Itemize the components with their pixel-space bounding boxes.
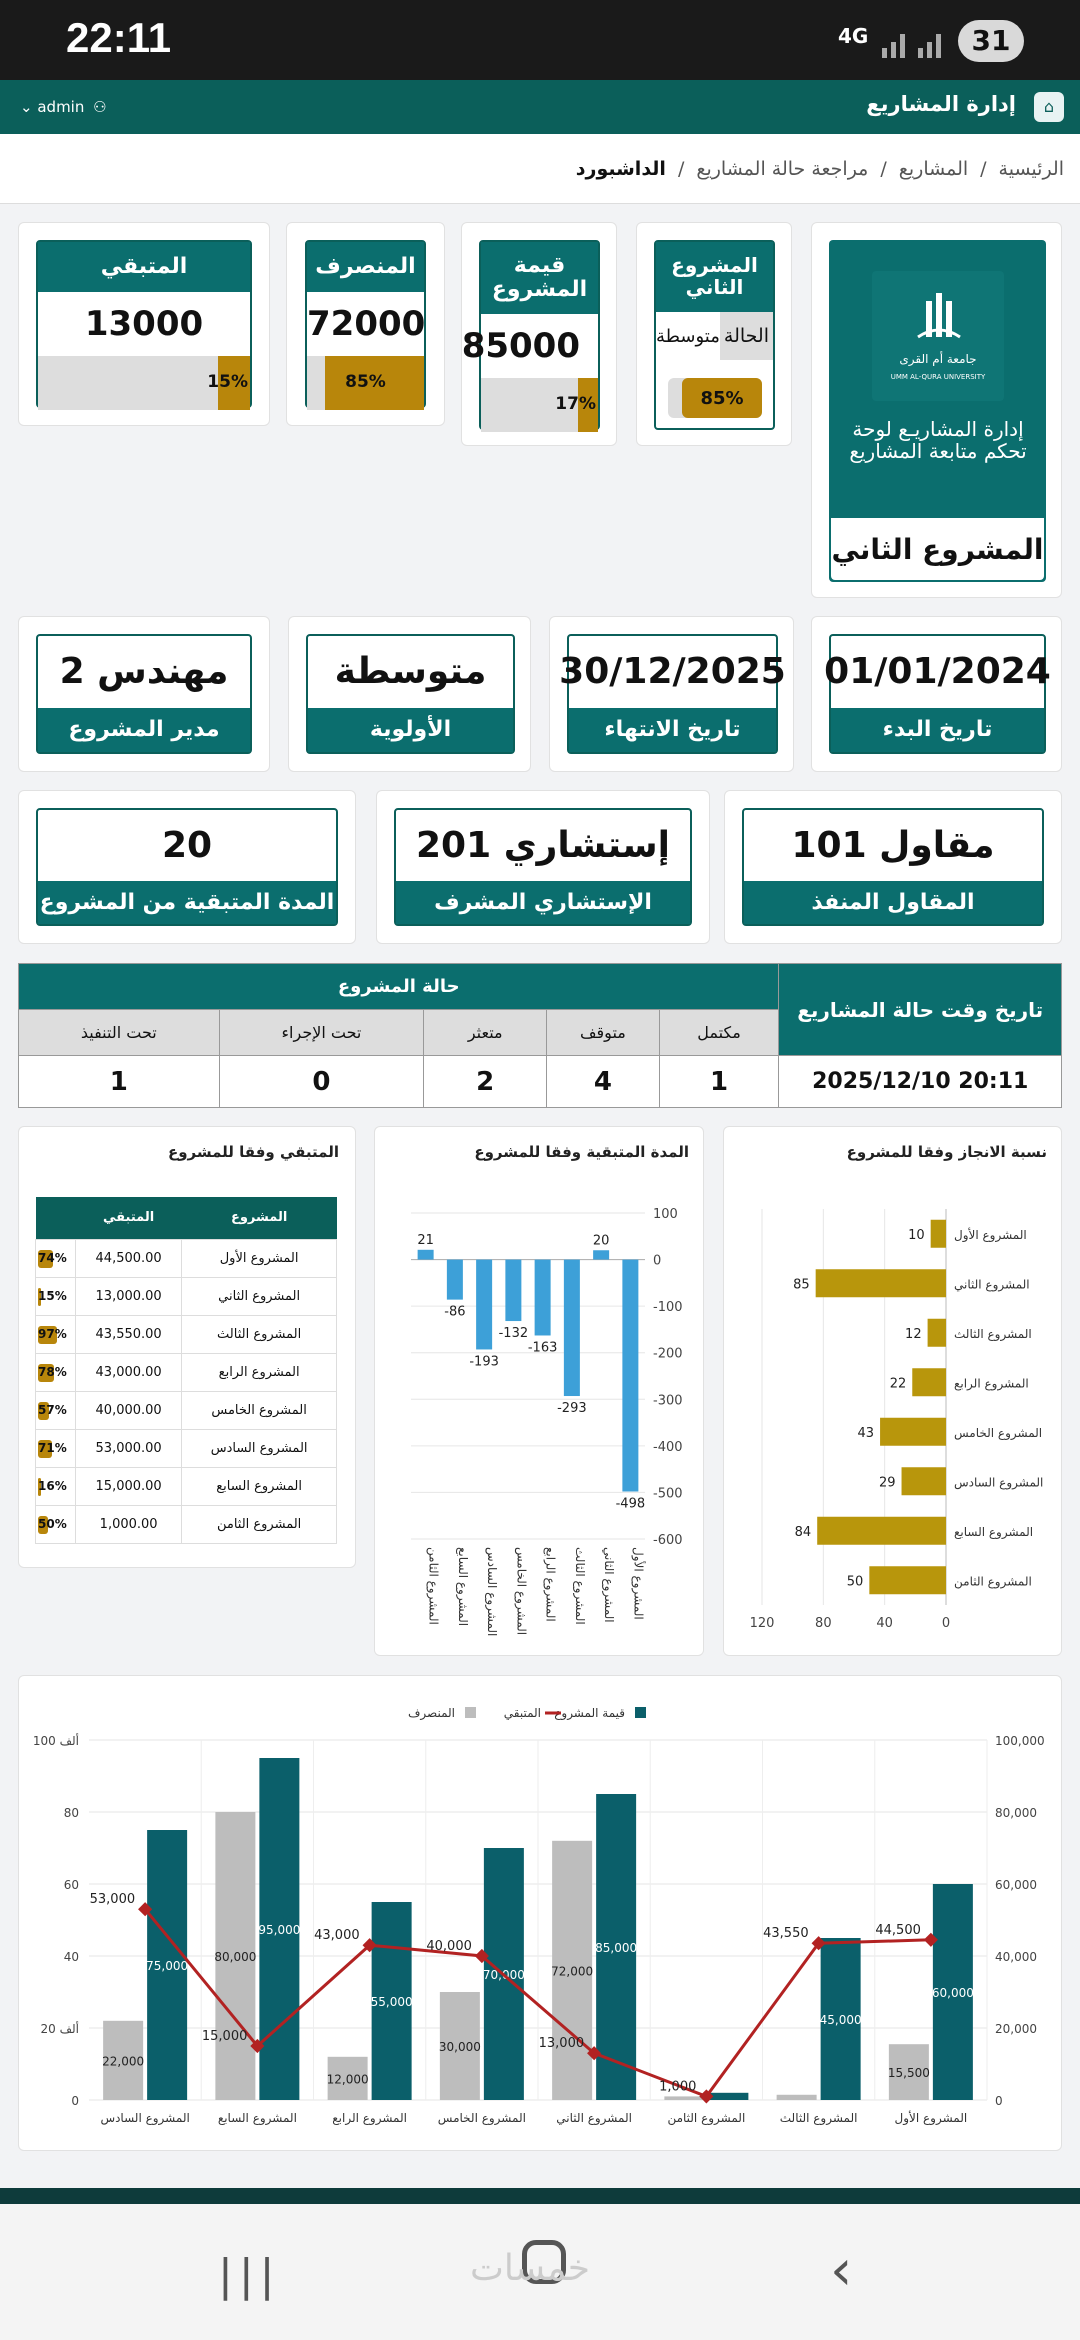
bar: [447, 1260, 463, 1300]
kpi-remaining-percent: 15%: [207, 372, 248, 392]
data-label: 29: [878, 1475, 896, 1491]
status-count-3: 0: [219, 1056, 424, 1108]
remaining-duration-label: المدة المتبقية من المشروع: [38, 881, 336, 924]
bar: [931, 1220, 946, 1248]
data-label: -293: [557, 1401, 587, 1417]
signal-icon: [880, 24, 954, 60]
bar: [928, 1319, 946, 1347]
status-time-header: تاريخ وقت حالة المشاريع: [779, 964, 1062, 1056]
data-label: 80,000: [214, 1950, 257, 1964]
left-tick-label: 80: [63, 1806, 79, 1820]
status-label: الحالة: [720, 312, 773, 360]
remaining-table: [35, 1197, 337, 1544]
start-date-label: تاريخ البدء: [831, 708, 1044, 752]
financial-chart-card: [18, 1675, 1062, 2151]
table-row: [36, 1315, 337, 1353]
x-tick-label: 40: [876, 1616, 893, 1631]
category-label: المشروع الثامن: [954, 1574, 1032, 1589]
data-label: 12,000: [326, 2072, 369, 2087]
legend-label: المنصرف: [407, 1706, 455, 1720]
bar: [593, 1250, 609, 1259]
bar: [564, 1260, 580, 1396]
data-label: -193: [469, 1354, 499, 1370]
status-col-2: متعثر: [424, 1010, 547, 1056]
remaining-table-title: المتبقي وفقا للمشروع: [167, 1143, 339, 1161]
category-label: المشروع الخامس: [437, 2111, 526, 2125]
category-label: المشروع السابع: [954, 1524, 1034, 1539]
contractor-card: [724, 790, 1062, 944]
remaining-value-cell: 15,000.00: [76, 1467, 182, 1505]
remaining-pct-cell: [36, 1277, 76, 1315]
table-row: [36, 1391, 337, 1429]
project-card-subtitle: إدارة المشاريـع لوحة تحكم متابعة المشاريع: [849, 417, 1027, 463]
category-label: المشروع الرابع: [332, 2111, 407, 2125]
y-tick-label: -100: [653, 1300, 683, 1316]
legend-label: قيمة المشروع: [554, 1706, 625, 1720]
category-label: المشروع الثالث: [779, 2111, 858, 2125]
right-tick-label: 80,000: [995, 1806, 1037, 1820]
left-tick-label: 0: [71, 2094, 79, 2108]
kpi-project-status-card: [636, 222, 792, 446]
kpi-value-percent: 17%: [555, 394, 596, 414]
left-tick-label: 20 ألف: [40, 2022, 79, 2036]
manager-value: مهندس 2: [59, 651, 229, 693]
data-label: 15,500: [887, 2066, 930, 2081]
data-label: 45,000: [819, 2013, 862, 2027]
remaining-project-cell: المشروع الثامن: [182, 1505, 337, 1543]
remaining-project-cell: المشروع السابع: [182, 1467, 337, 1505]
data-label: -498: [615, 1496, 646, 1512]
user-icon: ⚇: [93, 98, 107, 116]
remaining-duration-chart: [375, 1127, 705, 1657]
remaining-pct-text: 57%: [38, 1402, 67, 1417]
kpi-value-card: [461, 222, 617, 446]
manager-card: [18, 616, 270, 772]
remaining-project-cell: المشروع الثاني: [182, 1277, 337, 1315]
remaining-value-cell: 40,000.00: [76, 1391, 182, 1429]
remaining-pct-cell: [36, 1239, 76, 1277]
left-tick-label: 40: [63, 1950, 79, 1964]
kpi-remaining-card: [18, 222, 270, 426]
bar: [902, 1467, 946, 1495]
project-status-table: [18, 963, 1062, 1108]
kpi-spent-card: [286, 222, 445, 426]
bar: [418, 1250, 434, 1260]
data-label: 21: [417, 1232, 434, 1248]
left-tick-label: 60: [63, 1878, 79, 1892]
user-name: admin: [37, 98, 85, 116]
category-label: المشروع الأول: [631, 1547, 646, 1620]
remaining-pct-text: 16%: [38, 1478, 67, 1493]
priority-label: الأولوية: [308, 708, 513, 752]
navigation-bar: [0, 2204, 1080, 2340]
data-label: 85,000: [595, 1941, 638, 1955]
right-tick-label: 40,000: [995, 1950, 1037, 1964]
y-tick-label: 100: [653, 1207, 678, 1222]
status-col-3: تحت الإجراء: [219, 1010, 424, 1056]
category-label: المشروع الخامس: [954, 1425, 1043, 1440]
manager-label: مدير المشروع: [38, 708, 250, 752]
kpi-spent-amount: 72000: [307, 304, 426, 344]
bar: [535, 1260, 551, 1336]
category-label: المشروع الثالث: [572, 1547, 587, 1625]
university-emblem-icon: [872, 271, 1004, 401]
kpi-spent-percent: 85%: [345, 372, 386, 392]
category-label: المشروع الثامن: [426, 1547, 441, 1625]
table-row: [36, 1467, 337, 1505]
project-card-name: المشروع الثاني: [831, 518, 1044, 580]
remaining-duration-chart-card: [374, 1126, 704, 1656]
y-tick-label: -400: [653, 1439, 683, 1455]
completion-chart: [724, 1127, 1063, 1657]
remaining-pct-text: 97%: [38, 1326, 67, 1341]
data-label: 85: [793, 1277, 810, 1293]
remaining-pct-cell: [36, 1315, 76, 1353]
remaining-pct-cell: [36, 1353, 76, 1391]
university-logo: [872, 271, 1004, 401]
remaining-pct-text: 71%: [38, 1440, 67, 1455]
consultant-label: الإستشاري المشرف: [396, 881, 690, 924]
category-label: المشروع الثالث: [954, 1326, 1032, 1341]
right-tick-label: 100,000: [995, 1734, 1045, 1748]
bar: [505, 1260, 521, 1321]
network-type: 4G: [838, 24, 869, 48]
remaining-project-cell: المشروع السادس: [182, 1429, 337, 1467]
table-row: [36, 1353, 337, 1391]
category-label: المشروع السابع: [455, 1547, 470, 1627]
table-row: [36, 1505, 337, 1543]
category-label: المشروع الثاني: [556, 2111, 632, 2125]
priority-value: متوسطة: [334, 651, 487, 693]
table-row: [36, 1239, 337, 1277]
kpi-remaining-amount: 13000: [84, 304, 204, 344]
category-label: المشروع الرابع: [954, 1376, 1029, 1391]
priority-card: [288, 616, 531, 772]
remaining-table-col-project: المشروع: [230, 1210, 288, 1226]
y-tick-label: 0: [653, 1253, 662, 1269]
category-label: المشروع الخامس: [514, 1547, 529, 1636]
bar: [869, 1566, 946, 1594]
remaining-project-cell: المشروع الخامس: [182, 1391, 337, 1429]
battery-icon: 31: [958, 20, 1024, 62]
category-label: المشروع الأول: [954, 1227, 1027, 1242]
category-label: المشروع السادس: [485, 1547, 500, 1637]
breadcrumb-projects[interactable]: المشاريع: [898, 158, 969, 180]
end-date-card: [549, 616, 794, 772]
data-label: -132: [498, 1326, 529, 1342]
status-datetime: 2025/12/10 20:11: [779, 1056, 1062, 1108]
line-label: 43,000: [314, 1928, 360, 1944]
data-label: 22: [889, 1376, 907, 1392]
kpi-value-bar: [481, 378, 598, 432]
data-label: 84: [794, 1524, 812, 1540]
data-label: 10: [908, 1227, 925, 1243]
remaining-project-cell: المشروع الرابع: [182, 1353, 337, 1391]
bar: [708, 2093, 748, 2100]
data-label: 55,000: [370, 1995, 413, 2009]
x-tick-label: 0: [941, 1616, 951, 1631]
status-table-header: حالة المشروع: [19, 964, 779, 1010]
contractor-label: المقاول المنفذ: [744, 881, 1042, 924]
right-tick-label: 0: [995, 2094, 1003, 2108]
contractor-value: مقاول 101: [791, 824, 995, 866]
bar: [817, 1517, 946, 1545]
kpi-value-title: قيمة المشروع: [481, 242, 598, 314]
app-logo-icon: ⌂: [1034, 92, 1064, 122]
status-count-2: 2: [424, 1056, 547, 1108]
line-label: 40,000: [426, 1939, 472, 1954]
remaining-pct-cell: [36, 1467, 76, 1505]
kpi-spent-bar: [307, 356, 424, 410]
category-label: المشروع السادس: [954, 1475, 1044, 1490]
data-label: 30,000: [438, 2040, 481, 2054]
y-tick-label: -300: [653, 1393, 683, 1409]
app-title: إدارة المشاريع: [866, 92, 1016, 116]
status-count-1: 4: [547, 1056, 660, 1108]
status-count-0: 1: [659, 1056, 779, 1108]
category-label: المشروع السابع: [217, 2111, 297, 2125]
data-label: 50: [846, 1574, 864, 1590]
breadcrumb: الرئيسية / المشاريع / مراجعة حالة المشاريع / الداشبورد: [0, 134, 1080, 204]
remaining-pct-cell: [36, 1505, 76, 1543]
remaining-project-cell: المشروع الثالث: [182, 1315, 337, 1353]
breadcrumb-home[interactable]: الرئيسية: [998, 158, 1064, 180]
remaining-pct-text: 78%: [38, 1364, 67, 1379]
y-tick-label: -200: [653, 1346, 683, 1362]
category-label: المشروع الثامن: [667, 2111, 746, 2125]
bar: [777, 2095, 817, 2100]
data-label: 75,000: [146, 1959, 189, 1973]
chart-legend: [408, 1706, 646, 1721]
kpi-value-amount: 85000: [461, 326, 580, 366]
bar: [622, 1260, 638, 1492]
breadcrumb-review[interactable]: مراجعة حالة المشاريع: [696, 158, 869, 180]
breadcrumb-current: الداشبورد: [575, 158, 666, 180]
bar: [880, 1418, 946, 1446]
recent-apps-icon[interactable]: |||: [218, 2250, 281, 2301]
status-col-4: تحت التنفيذ: [19, 1010, 220, 1056]
left-tick-label: 100 ألف: [32, 1734, 79, 1748]
remaining-pct-text: 74%: [38, 1250, 67, 1265]
legend-swatch: [635, 1707, 646, 1718]
data-label: 60,000: [931, 1986, 974, 2000]
data-label: 43: [857, 1425, 875, 1441]
remaining-pct-text: 15%: [38, 1288, 67, 1303]
completion-chart-card: [723, 1126, 1062, 1656]
data-label: 95,000: [258, 1923, 301, 1937]
kpi-remaining-title: المتبقي: [38, 242, 250, 292]
y-tick-label: -500: [653, 1486, 683, 1502]
completion-chart-title: نسبة الانجاز وفقا للمشروع: [846, 1143, 1047, 1161]
remaining-value-cell: 13,000.00: [76, 1277, 182, 1315]
data-label: 72,000: [551, 1964, 594, 1979]
category-label: المشروع الثاني: [954, 1277, 1030, 1292]
remaining-pct-cell: [36, 1429, 76, 1467]
remaining-duration-value: 20: [161, 824, 213, 866]
data-label: -163: [527, 1340, 558, 1356]
remaining-duration-card: [18, 790, 356, 944]
remaining-pct-cell: [36, 1391, 76, 1429]
data-label: 22,000: [102, 2054, 145, 2069]
status-bar: [0, 0, 1080, 80]
remaining-project-cell: المشروع الأول: [182, 1239, 337, 1277]
data-label: -86: [444, 1304, 466, 1320]
line-label: 13,000: [538, 2036, 585, 2052]
remaining-value-cell: 44,500.00: [76, 1239, 182, 1277]
app-header: [0, 80, 1080, 134]
project-card: [811, 222, 1062, 598]
bar: [816, 1269, 946, 1297]
start-date-card: [811, 616, 1062, 772]
consultant-card: [376, 790, 710, 944]
remaining-value-cell: 1,000.00: [76, 1505, 182, 1543]
start-date-value: 01/01/2024: [824, 651, 1051, 693]
project-progress-bar: [668, 378, 762, 418]
project-progress-fill: 85%: [682, 378, 762, 418]
kpi-spent-title: المنصرف: [307, 242, 424, 292]
remaining-value-cell: 43,000.00: [76, 1353, 182, 1391]
data-label: 12: [905, 1326, 922, 1342]
remaining-value-cell: 53,000.00: [76, 1429, 182, 1467]
end-date-value: 30/12/2025: [559, 651, 786, 693]
data-label: 20: [592, 1233, 610, 1249]
line-label: 43,550: [763, 1926, 809, 1942]
category-label: المشروع الثاني: [602, 1547, 617, 1623]
remaining-table-card: [18, 1126, 356, 1568]
status-col-1: متوقف: [547, 1010, 660, 1056]
status-value: متوسطة: [656, 325, 720, 347]
status-count-4: 1: [19, 1056, 220, 1108]
x-tick-label: 120: [749, 1616, 775, 1631]
right-tick-label: 60,000: [995, 1878, 1037, 1892]
legend-swatch: [465, 1707, 476, 1718]
footer-strip: [0, 2188, 1080, 2204]
status-col-0: مكتمل: [659, 1010, 779, 1056]
bar: [664, 2096, 704, 2100]
line-label: 44,500: [875, 1922, 921, 1938]
logo-text-ar: جامعة أم القرى: [899, 352, 977, 366]
logo-text-en: UMM AL-QURA UNIVERSITY: [890, 373, 986, 381]
y-tick-label: -600: [653, 1533, 683, 1548]
category-label: المشروع السادس: [100, 2111, 190, 2125]
financial-chart: [19, 1676, 1063, 2152]
table-row: [36, 1277, 337, 1315]
category-label: المشروع الأول: [894, 2111, 968, 2125]
end-date-label: تاريخ الانتهاء: [569, 708, 776, 752]
line-label: 53,000: [89, 1892, 136, 1908]
duration-chart-title: المدة المتبقية وفقا للمشروع: [474, 1143, 689, 1161]
chevron-down-icon: ⌄: [20, 98, 33, 116]
line-label: 1,000: [659, 2079, 697, 2095]
clock: 22:11: [66, 14, 172, 61]
data-label: 70,000: [482, 1968, 525, 1982]
consultant-value: إستشاري 201: [416, 824, 670, 866]
category-label: المشروع الرابع: [543, 1547, 558, 1622]
kpi-project-title: المشروع الثاني: [656, 242, 773, 312]
x-tick-label: 80: [815, 1616, 832, 1631]
right-tick-label: 20,000: [995, 2022, 1037, 2036]
remaining-value-cell: 43,550.00: [76, 1315, 182, 1353]
kpi-remaining-bar: [38, 356, 250, 410]
table-row: [36, 1429, 337, 1467]
bar: [476, 1260, 492, 1350]
user-menu[interactable]: [20, 98, 107, 116]
bar: [912, 1368, 946, 1396]
line-label: 15,000: [201, 2029, 248, 2044]
back-icon[interactable]: ‹: [830, 2238, 853, 2303]
remaining-table-col-remaining: المتبقي: [103, 1210, 155, 1226]
watermark: خمسات: [470, 2248, 591, 2289]
remaining-pct-text: 50%: [38, 1516, 67, 1531]
legend-label: المتبقي: [503, 1706, 541, 1720]
